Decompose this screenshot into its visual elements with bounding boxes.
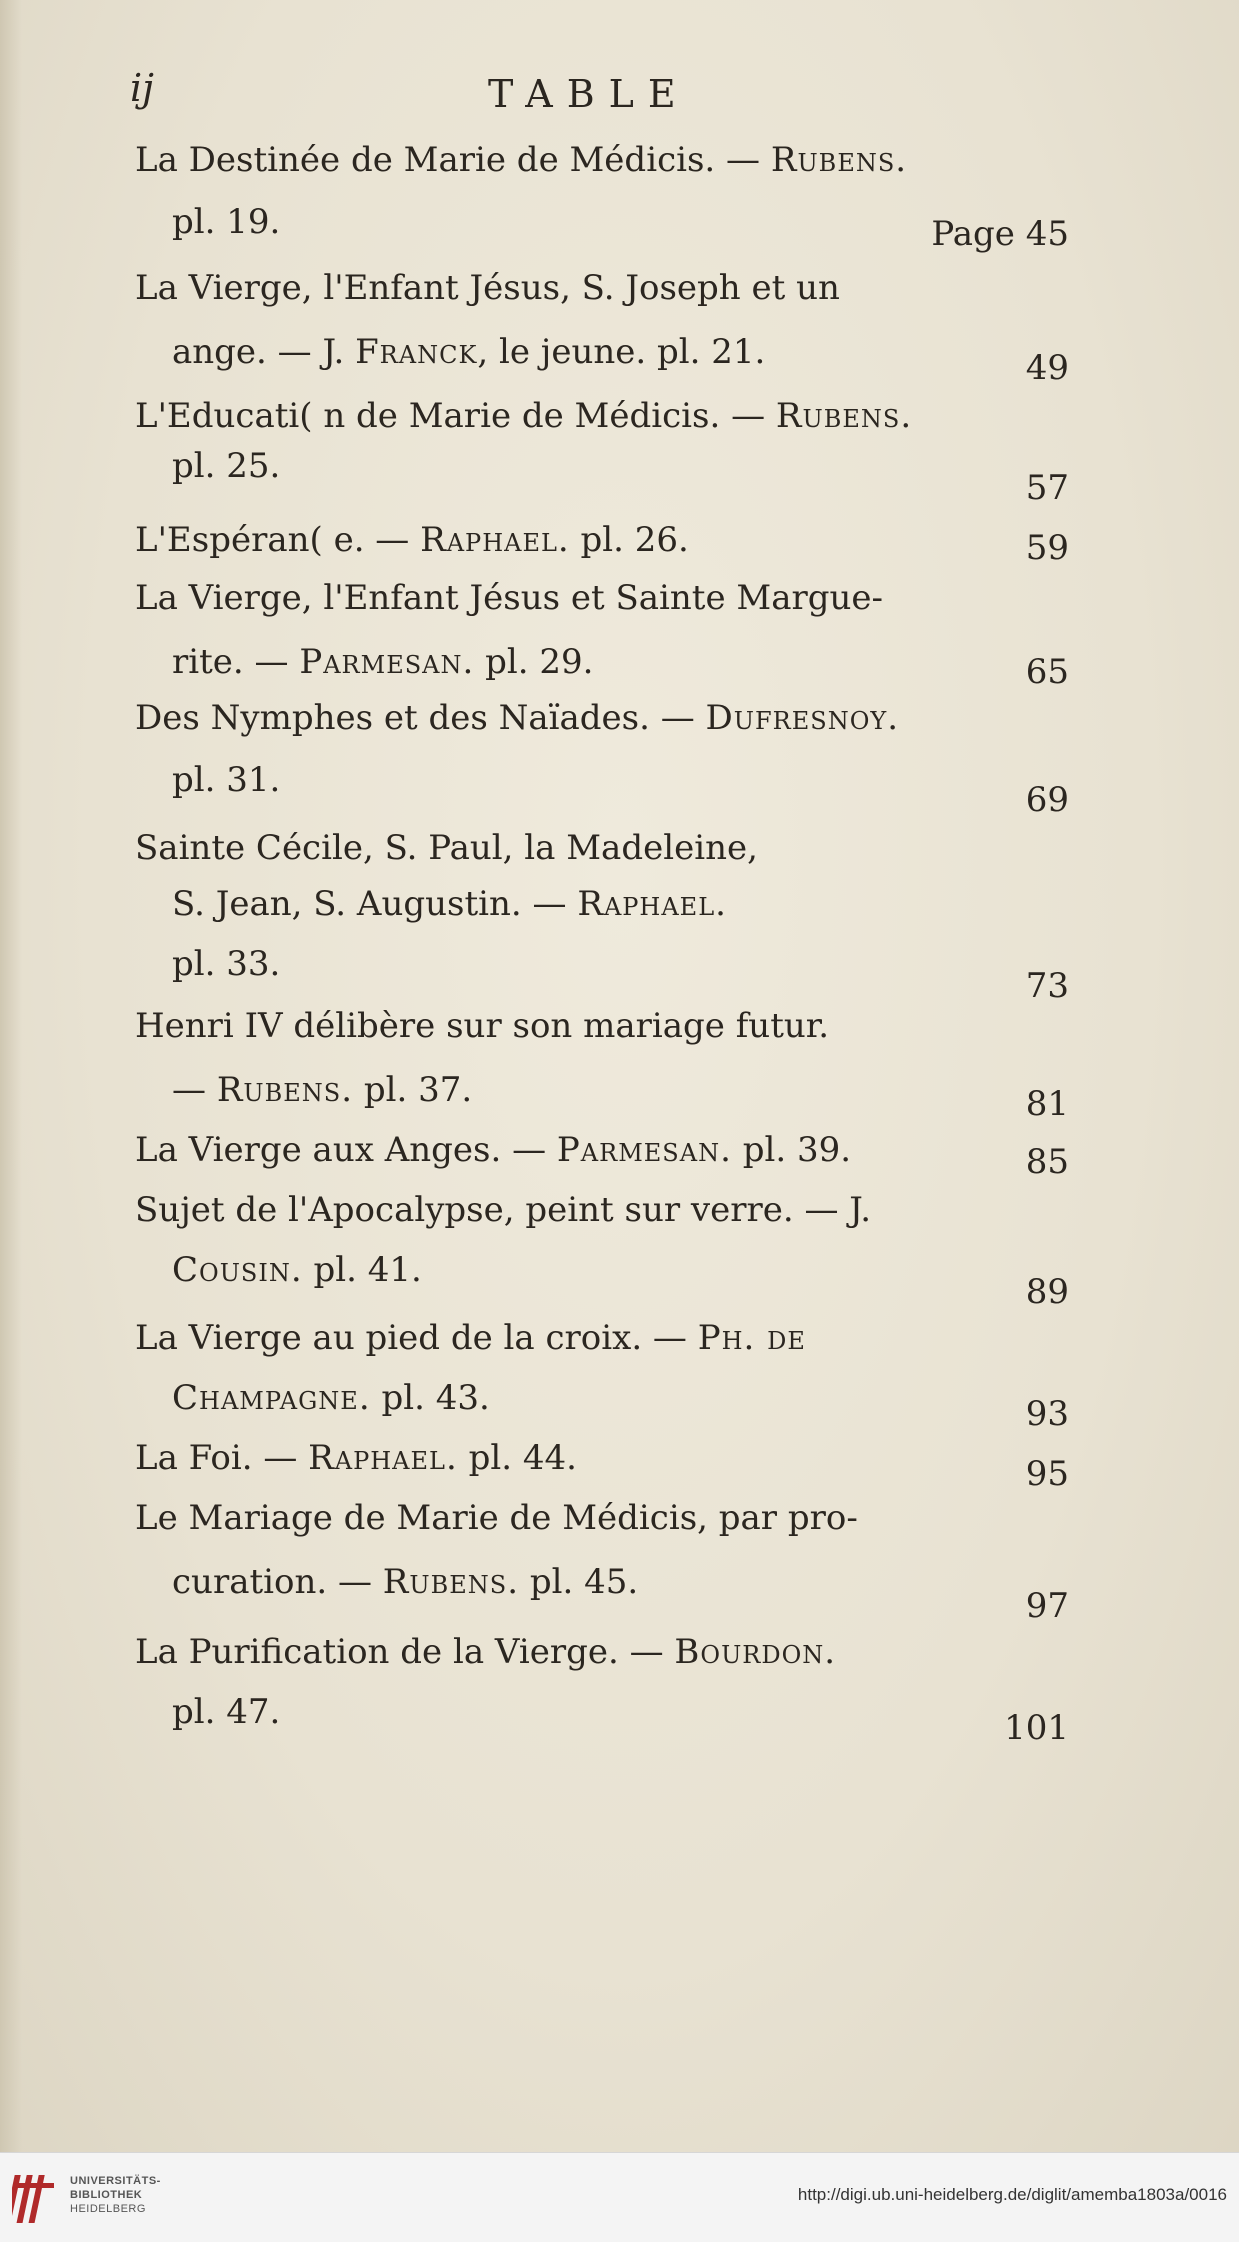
entry-plate-line: curation. — Rubens. pl. 45. bbox=[172, 1562, 639, 1602]
entry-page-number: 65 bbox=[1025, 652, 1069, 692]
entry-plate-line: pl. 33. bbox=[172, 944, 281, 984]
entry-plate-line: S. Jean, S. Augustin. — Raphael. bbox=[172, 884, 727, 924]
entry-plate-line: Cousin. pl. 41. bbox=[172, 1250, 422, 1290]
artist-name: Parmesan. bbox=[299, 642, 475, 682]
entry-plate-line: — Rubens. pl. 37. bbox=[172, 1070, 473, 1110]
entry-title-line: La Purification de la Vierge. — Bourdon. bbox=[135, 1632, 837, 1672]
running-head: TABLE bbox=[488, 72, 690, 116]
entry-plate-line: pl. 25. bbox=[172, 446, 281, 486]
artist-name: Champagne. bbox=[172, 1378, 371, 1418]
library-logo-icon bbox=[12, 2169, 60, 2229]
artist-name: Raphael. bbox=[420, 520, 570, 560]
entry-page-number: Page 45 bbox=[931, 214, 1069, 254]
entry-title-line: Le Mariage de Marie de Médicis, par pro- bbox=[135, 1498, 858, 1538]
entry-title-line: La Vierge, l'Enfant Jésus, S. Joseph et un bbox=[135, 268, 840, 308]
library-logo-line3: HEIDELBERG bbox=[70, 2203, 146, 2215]
entry-title-line: Des Nymphes et des Naïades. — Dufresnoy. bbox=[135, 698, 900, 738]
entry-plate-line: Champagne. pl. 43. bbox=[172, 1378, 490, 1418]
entry-page-number: 73 bbox=[1025, 966, 1069, 1006]
entry-title-line: L'Espéran( e. — Raphael. pl. 26. bbox=[135, 520, 689, 560]
artist-name: Parmesan. bbox=[556, 1130, 732, 1170]
artist-name: Bourdon. bbox=[674, 1632, 837, 1672]
artist-name: Raphael. bbox=[308, 1438, 458, 1478]
entry-title-line: La Foi. — Raphael. pl. 44. bbox=[135, 1438, 577, 1478]
entry-page-number: 49 bbox=[1025, 348, 1069, 388]
entry-page-number: 89 bbox=[1025, 1272, 1069, 1312]
entry-title-line: La Vierge au pied de la croix. — Ph. de bbox=[135, 1318, 806, 1358]
artist-name: Cousin. bbox=[172, 1250, 303, 1290]
entry-title-line: La Destinée de Marie de Médicis. — Rubens. bbox=[135, 140, 908, 180]
artist-name: Rubens. bbox=[216, 1070, 354, 1110]
entry-title-line: La Vierge, l'Enfant Jésus et Sainte Margue- bbox=[135, 578, 883, 618]
entry-page-number: 85 bbox=[1025, 1142, 1069, 1182]
entry-plate-line: ange. — J. Franck, le jeune. pl. 21. bbox=[172, 332, 766, 372]
entry-title-line: L'Educati( n de Marie de Médicis. — Rubens. bbox=[135, 396, 913, 436]
entry-page-number: 59 bbox=[1025, 528, 1069, 568]
artist-name: Rubens. bbox=[382, 1562, 520, 1602]
permalink-url[interactable]: http://digi.ub.uni-heidelberg.de/diglit/amemba1803a/0016 bbox=[797, 2185, 1227, 2204]
entry-title-line: Sujet de l'Apocalypse, peint sur verre. — J. bbox=[135, 1190, 872, 1230]
entry-page-number: 97 bbox=[1025, 1586, 1069, 1626]
artist-name: Rubens. bbox=[770, 140, 908, 180]
artist-name: Ph. de bbox=[697, 1318, 806, 1358]
folio-number: ij bbox=[130, 66, 154, 110]
entry-page-number: 57 bbox=[1025, 468, 1069, 508]
entry-title-line: Sainte Cécile, S. Paul, la Madeleine, bbox=[135, 828, 758, 868]
library-logo-line1: UNIVERSITÄTS- bbox=[70, 2175, 161, 2187]
entry-page-number: 69 bbox=[1025, 780, 1069, 820]
entry-title-line: Henri IV délibère sur son mariage futur. bbox=[135, 1006, 830, 1046]
entry-title-line: La Vierge aux Anges. — Parmesan. pl. 39. bbox=[135, 1130, 852, 1170]
entry-page-number: 95 bbox=[1025, 1454, 1069, 1494]
viewer-footer bbox=[0, 2152, 1239, 2242]
artist-name: Dufresnoy. bbox=[705, 698, 900, 738]
artist-name: Franck bbox=[355, 332, 478, 372]
entry-page-number: 93 bbox=[1025, 1394, 1069, 1434]
entry-plate-line: pl. 19. bbox=[172, 202, 281, 242]
entry-page-number: 81 bbox=[1025, 1084, 1069, 1124]
entry-plate-line: pl. 31. bbox=[172, 760, 281, 800]
artist-name: Rubens. bbox=[775, 396, 913, 436]
entry-page-number: 101 bbox=[1004, 1708, 1069, 1748]
library-logo-line2: BIBLIOTHEK bbox=[70, 2189, 143, 2201]
artist-name: Raphael. bbox=[577, 884, 727, 924]
entry-plate-line: rite. — Parmesan. pl. 29. bbox=[172, 642, 594, 682]
entry-plate-line: pl. 47. bbox=[172, 1692, 281, 1732]
